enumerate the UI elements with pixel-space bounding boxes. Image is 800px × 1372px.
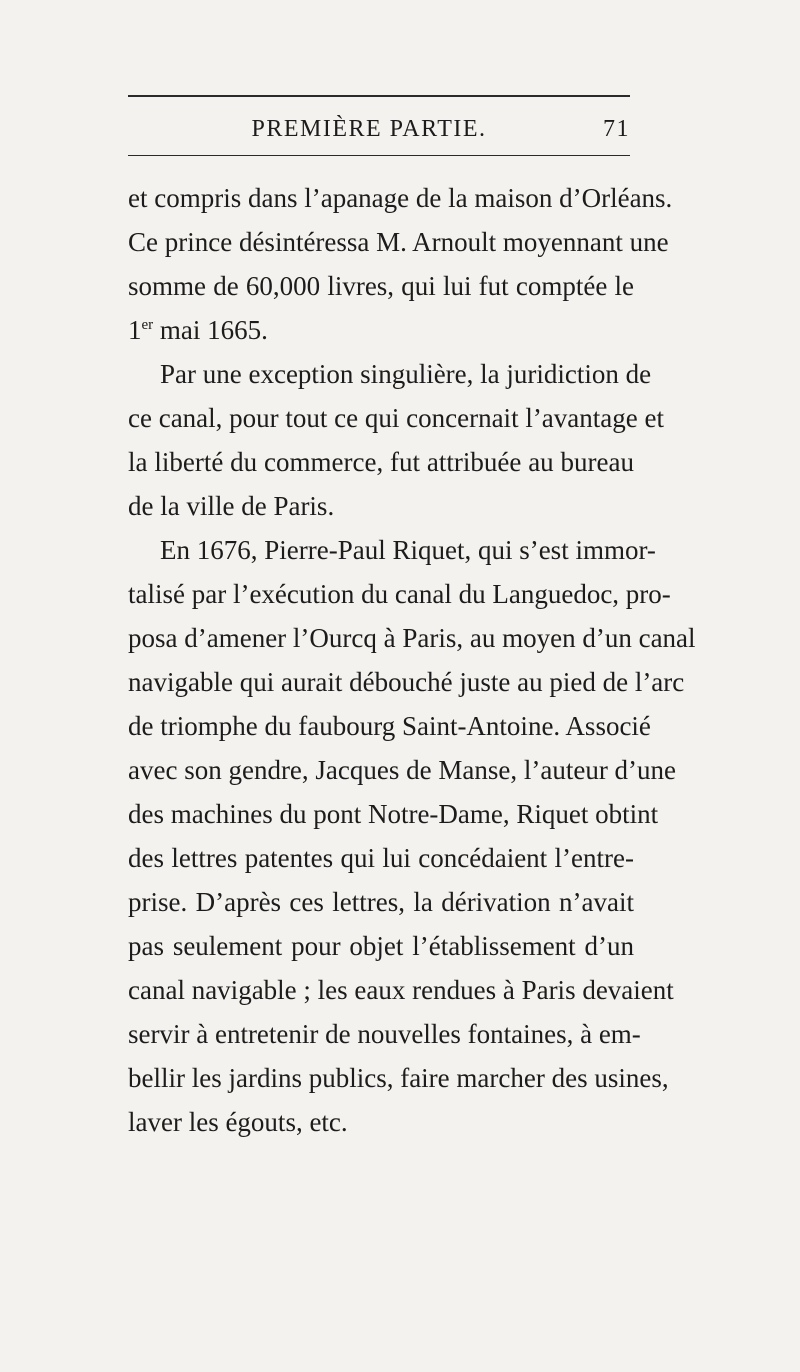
text-line-date xyxy=(128,308,634,352)
text-line: bellir les jardins publics, faire marcher des usines, xyxy=(128,1063,669,1093)
text-line: des machines du pont Notre-Dame, Riquet obtint xyxy=(128,799,659,829)
text-line: canal navigable ; les eaux rendues à Paris devaient xyxy=(128,975,674,1005)
header-top-rule xyxy=(128,95,630,97)
text-line: des lettres patentes qui lui concédaient l’entre- xyxy=(128,843,634,873)
text-line: En 1676, Pierre-Paul Riquet, qui s’est immor- xyxy=(160,535,656,565)
date-superscript: er xyxy=(141,317,154,333)
text-line: de triomphe du faubourg Saint-Antoine. Associé xyxy=(128,711,651,741)
text-line: de la ville de Paris. xyxy=(128,491,335,521)
text-line: pas seulement pour objet l’établissement d’un xyxy=(128,931,634,961)
text-line: ce canal, pour tout ce qui concernait l’avantage et xyxy=(128,403,664,433)
running-title: PREMIÈRE PARTIE. xyxy=(251,115,487,142)
text-line: somme de 60,000 livres, qui lui fut comptée le xyxy=(128,271,634,301)
text-line: Par une exception singulière, la juridiction de xyxy=(160,359,652,389)
text-line: servir à entretenir de nouvelles fontaines, à em- xyxy=(128,1019,641,1049)
text-line: navigable qui aurait débouché juste au pied de l’arc xyxy=(128,667,685,697)
text-line: et compris dans l’apanage de la maison d’Orléans. xyxy=(128,183,673,213)
running-head xyxy=(128,112,630,146)
text-line: la liberté du commerce, fut attribuée au bureau xyxy=(128,447,634,477)
text-line: laver les égouts, etc. xyxy=(128,1107,348,1137)
page-number: 71 xyxy=(603,115,630,142)
header-bottom-rule xyxy=(128,155,630,156)
text-line: avec son gendre, Jacques de Manse, l’auteur d’une xyxy=(128,755,677,785)
text-line: talisé par l’exécution du canal du Languedoc, pro- xyxy=(128,579,671,609)
date-day: 1 xyxy=(128,315,142,345)
text-line: Ce prince désintéressa M. Arnoult moyennant une xyxy=(128,227,669,257)
date-rest: mai 1665. xyxy=(153,315,268,345)
body-text xyxy=(128,176,696,1144)
text-line: prise. D’après ces lettres, la dérivation n’avait xyxy=(128,887,634,917)
text-line: posa d’amener l’Ourcq à Paris, au moyen d’un canal xyxy=(128,623,696,653)
